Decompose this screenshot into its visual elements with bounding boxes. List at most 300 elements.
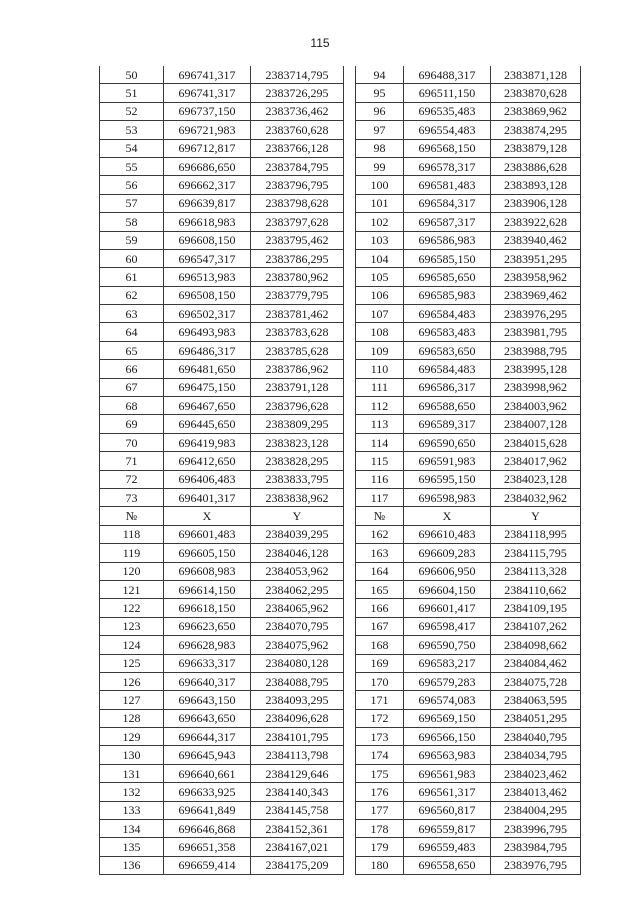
y-coordinate: 2384007,128 [491, 415, 581, 433]
column-gap [344, 764, 356, 782]
header-x: X [164, 507, 251, 525]
table-row [100, 672, 581, 690]
x-coordinate: 696563,983 [404, 746, 491, 764]
column-gap [344, 672, 356, 690]
y-coordinate: 2383785,628 [251, 341, 344, 359]
y-coordinate: 2384003,962 [491, 397, 581, 415]
point-number: 175 [356, 764, 404, 782]
y-coordinate: 2383906,128 [491, 194, 581, 212]
point-number: 65 [100, 341, 164, 359]
y-coordinate: 2384098,662 [491, 636, 581, 654]
x-coordinate: 696585,150 [404, 249, 491, 267]
x-coordinate: 696581,483 [404, 176, 491, 194]
point-number: 126 [100, 672, 164, 690]
point-number: 66 [100, 360, 164, 378]
x-coordinate: 696598,983 [404, 488, 491, 506]
y-coordinate: 2384080,128 [251, 654, 344, 672]
column-gap [344, 268, 356, 286]
x-coordinate: 696737,150 [164, 102, 251, 120]
y-coordinate: 2383736,462 [251, 102, 344, 120]
table-row [100, 102, 581, 120]
table-row [100, 617, 581, 635]
table-row [100, 231, 581, 249]
point-number: 61 [100, 268, 164, 286]
point-number: 127 [100, 691, 164, 709]
column-gap [344, 599, 356, 617]
point-number: 162 [356, 525, 404, 543]
point-number: 133 [100, 801, 164, 819]
column-gap [344, 157, 356, 175]
point-number: 60 [100, 249, 164, 267]
point-number: 166 [356, 599, 404, 617]
header-number: № [356, 507, 404, 525]
y-coordinate: 2383998,962 [491, 378, 581, 396]
y-coordinate: 2383828,295 [251, 452, 344, 470]
y-coordinate: 2384140,343 [251, 783, 344, 801]
y-coordinate: 2384051,295 [491, 709, 581, 727]
table-row [100, 213, 581, 231]
x-coordinate: 696628,983 [164, 636, 251, 654]
point-number: 131 [100, 764, 164, 782]
y-coordinate: 2384053,962 [251, 562, 344, 580]
x-coordinate: 696604,150 [404, 580, 491, 598]
point-number: 105 [356, 268, 404, 286]
x-coordinate: 696640,317 [164, 672, 251, 690]
x-coordinate: 696590,650 [404, 433, 491, 451]
y-coordinate: 2383796,795 [251, 176, 344, 194]
y-coordinate: 2383783,628 [251, 323, 344, 341]
x-coordinate: 696412,650 [164, 452, 251, 470]
table-row [100, 121, 581, 139]
column-gap [344, 820, 356, 838]
point-number: 69 [100, 415, 164, 433]
column-gap [344, 378, 356, 396]
y-coordinate: 2383976,795 [491, 856, 581, 874]
y-coordinate: 2383780,962 [251, 268, 344, 286]
x-coordinate: 696590,750 [404, 636, 491, 654]
point-number: 59 [100, 231, 164, 249]
x-coordinate: 696493,983 [164, 323, 251, 341]
x-coordinate: 696578,317 [404, 157, 491, 175]
x-coordinate: 696481,650 [164, 360, 251, 378]
table-row [100, 84, 581, 102]
table-row [100, 139, 581, 157]
x-coordinate: 696601,417 [404, 599, 491, 617]
x-coordinate: 696579,283 [404, 672, 491, 690]
point-number: 94 [356, 66, 404, 84]
y-coordinate: 2383786,962 [251, 360, 344, 378]
point-number: 51 [100, 84, 164, 102]
table-row [100, 599, 581, 617]
coordinates-table [99, 66, 581, 875]
y-coordinate: 2384113,328 [491, 562, 581, 580]
table-row [100, 746, 581, 764]
x-coordinate: 696662,317 [164, 176, 251, 194]
page-number: 115 [310, 36, 330, 50]
point-number: 101 [356, 194, 404, 212]
table-row [100, 691, 581, 709]
x-coordinate: 696643,650 [164, 709, 251, 727]
x-coordinate: 696686,650 [164, 157, 251, 175]
point-number: 121 [100, 580, 164, 598]
table-row [100, 856, 581, 874]
y-coordinate: 2383781,462 [251, 305, 344, 323]
x-coordinate: 696559,483 [404, 838, 491, 856]
y-coordinate: 2384023,462 [491, 764, 581, 782]
y-coordinate: 2384039,295 [251, 525, 344, 543]
y-coordinate: 2383879,128 [491, 139, 581, 157]
table-row [100, 323, 581, 341]
x-coordinate: 696608,983 [164, 562, 251, 580]
x-coordinate: 696486,317 [164, 341, 251, 359]
y-coordinate: 2383760,628 [251, 121, 344, 139]
point-number: 170 [356, 672, 404, 690]
point-number: 64 [100, 323, 164, 341]
x-coordinate: 696609,283 [404, 544, 491, 562]
column-gap [344, 746, 356, 764]
point-number: 109 [356, 341, 404, 359]
point-number: 98 [356, 139, 404, 157]
y-coordinate: 2383869,962 [491, 102, 581, 120]
y-coordinate: 2384023,128 [491, 470, 581, 488]
point-number: 163 [356, 544, 404, 562]
table-row [100, 636, 581, 654]
column-gap [344, 801, 356, 819]
x-coordinate: 696467,650 [164, 397, 251, 415]
column-gap [344, 231, 356, 249]
x-coordinate: 696488,317 [404, 66, 491, 84]
y-coordinate: 2384109,195 [491, 599, 581, 617]
x-coordinate: 696651,358 [164, 838, 251, 856]
column-gap [344, 323, 356, 341]
point-number: 113 [356, 415, 404, 433]
table-row [100, 820, 581, 838]
y-coordinate: 2383766,128 [251, 139, 344, 157]
x-coordinate: 696606,950 [404, 562, 491, 580]
column-gap [344, 488, 356, 506]
point-number: 50 [100, 66, 164, 84]
y-coordinate: 2383809,295 [251, 415, 344, 433]
y-coordinate: 2384115,795 [491, 544, 581, 562]
column-gap [344, 709, 356, 727]
table-row [100, 470, 581, 488]
point-number: 100 [356, 176, 404, 194]
point-number: 54 [100, 139, 164, 157]
point-number: 171 [356, 691, 404, 709]
point-number: 104 [356, 249, 404, 267]
x-coordinate: 696566,150 [404, 728, 491, 746]
x-coordinate: 696554,483 [404, 121, 491, 139]
point-number: 172 [356, 709, 404, 727]
y-coordinate: 2383886,628 [491, 157, 581, 175]
column-gap [344, 286, 356, 304]
table-row [100, 194, 581, 212]
column-gap [344, 433, 356, 451]
table-row [100, 801, 581, 819]
point-number: 124 [100, 636, 164, 654]
x-coordinate: 696561,317 [404, 783, 491, 801]
x-coordinate: 696585,650 [404, 268, 491, 286]
y-coordinate: 2383779,795 [251, 286, 344, 304]
y-coordinate: 2383874,295 [491, 121, 581, 139]
column-gap [344, 102, 356, 120]
point-number: 57 [100, 194, 164, 212]
column-gap [344, 636, 356, 654]
point-number: 135 [100, 838, 164, 856]
x-coordinate: 696583,650 [404, 341, 491, 359]
column-gap [344, 305, 356, 323]
table-row [100, 157, 581, 175]
point-number: 55 [100, 157, 164, 175]
column-gap [344, 544, 356, 562]
y-coordinate: 2383969,462 [491, 286, 581, 304]
point-number: 120 [100, 562, 164, 580]
x-coordinate: 696511,150 [404, 84, 491, 102]
point-number: 56 [100, 176, 164, 194]
point-number: 128 [100, 709, 164, 727]
y-coordinate: 2383981,795 [491, 323, 581, 341]
point-number: 95 [356, 84, 404, 102]
y-coordinate: 2384062,295 [251, 580, 344, 598]
y-coordinate: 2384101,795 [251, 728, 344, 746]
column-gap [344, 783, 356, 801]
y-coordinate: 2384032,962 [491, 488, 581, 506]
x-coordinate: 696633,925 [164, 783, 251, 801]
y-coordinate: 2383984,795 [491, 838, 581, 856]
x-coordinate: 696618,150 [164, 599, 251, 617]
column-gap [344, 838, 356, 856]
point-number: 107 [356, 305, 404, 323]
table-row [100, 764, 581, 782]
point-number: 73 [100, 488, 164, 506]
x-coordinate: 696561,983 [404, 764, 491, 782]
y-coordinate: 2383958,962 [491, 268, 581, 286]
x-coordinate: 696712,817 [164, 139, 251, 157]
y-coordinate: 2383795,462 [251, 231, 344, 249]
y-coordinate: 2383838,962 [251, 488, 344, 506]
y-coordinate: 2383786,295 [251, 249, 344, 267]
point-number: 125 [100, 654, 164, 672]
y-coordinate: 2384063,595 [491, 691, 581, 709]
y-coordinate: 2384093,295 [251, 691, 344, 709]
table-row [100, 488, 581, 506]
header-number: № [100, 507, 164, 525]
table-row [100, 305, 581, 323]
y-coordinate: 2384070,795 [251, 617, 344, 635]
point-number: 176 [356, 783, 404, 801]
point-number: 164 [356, 562, 404, 580]
x-coordinate: 696721,983 [164, 121, 251, 139]
point-number: 70 [100, 433, 164, 451]
x-coordinate: 696591,983 [404, 452, 491, 470]
y-coordinate: 2383726,295 [251, 84, 344, 102]
x-coordinate: 696401,317 [164, 488, 251, 506]
point-number: 67 [100, 378, 164, 396]
point-number: 116 [356, 470, 404, 488]
y-coordinate: 2383922,628 [491, 213, 581, 231]
y-coordinate: 2384175,209 [251, 856, 344, 874]
point-number: 110 [356, 360, 404, 378]
x-coordinate: 696584,317 [404, 194, 491, 212]
column-gap [344, 360, 356, 378]
table-row [100, 654, 581, 672]
point-number: 96 [356, 102, 404, 120]
y-coordinate: 2383996,795 [491, 820, 581, 838]
column-gap [344, 617, 356, 635]
point-number: 52 [100, 102, 164, 120]
x-coordinate: 696508,150 [164, 286, 251, 304]
table-row [100, 341, 581, 359]
x-coordinate: 696741,317 [164, 84, 251, 102]
y-coordinate: 2384040,795 [491, 728, 581, 746]
header-x: X [404, 507, 491, 525]
x-coordinate: 696610,483 [404, 525, 491, 543]
y-coordinate: 2383797,628 [251, 213, 344, 231]
point-number: 122 [100, 599, 164, 617]
column-gap [344, 691, 356, 709]
column-gap [344, 470, 356, 488]
y-coordinate: 2383823,128 [251, 433, 344, 451]
y-coordinate: 2384013,462 [491, 783, 581, 801]
x-coordinate: 696643,150 [164, 691, 251, 709]
point-number: 165 [356, 580, 404, 598]
point-number: 130 [100, 746, 164, 764]
point-number: 136 [100, 856, 164, 874]
point-number: 119 [100, 544, 164, 562]
point-number: 97 [356, 121, 404, 139]
point-number: 112 [356, 397, 404, 415]
point-number: 169 [356, 654, 404, 672]
x-coordinate: 696547,317 [164, 249, 251, 267]
table-row [100, 580, 581, 598]
point-number: 71 [100, 452, 164, 470]
point-number: 174 [356, 746, 404, 764]
point-number: 178 [356, 820, 404, 838]
x-coordinate: 696587,317 [404, 213, 491, 231]
x-coordinate: 696605,150 [164, 544, 251, 562]
x-coordinate: 696595,150 [404, 470, 491, 488]
table-row [100, 360, 581, 378]
table-row [100, 709, 581, 727]
column-gap [344, 415, 356, 433]
x-coordinate: 696569,150 [404, 709, 491, 727]
table-row [100, 378, 581, 396]
table-row [100, 562, 581, 580]
point-number: 62 [100, 286, 164, 304]
point-number: 132 [100, 783, 164, 801]
point-number: 108 [356, 323, 404, 341]
point-number: 167 [356, 617, 404, 635]
column-gap [344, 452, 356, 470]
header-y: Y [491, 507, 581, 525]
y-coordinate: 2384167,021 [251, 838, 344, 856]
x-coordinate: 696535,483 [404, 102, 491, 120]
x-coordinate: 696618,983 [164, 213, 251, 231]
y-coordinate: 2384075,962 [251, 636, 344, 654]
point-number: 111 [356, 378, 404, 396]
y-coordinate: 2384118,995 [491, 525, 581, 543]
column-gap [344, 121, 356, 139]
y-coordinate: 2384096,628 [251, 709, 344, 727]
column-gap [344, 507, 356, 525]
x-coordinate: 696741,317 [164, 66, 251, 84]
table-row [100, 783, 581, 801]
point-number: 134 [100, 820, 164, 838]
table-row [100, 433, 581, 451]
y-coordinate: 2383798,628 [251, 194, 344, 212]
y-coordinate: 2384084,462 [491, 654, 581, 672]
point-number: 173 [356, 728, 404, 746]
y-coordinate: 2383870,628 [491, 84, 581, 102]
y-coordinate: 2384075,728 [491, 672, 581, 690]
x-coordinate: 696641,849 [164, 801, 251, 819]
y-coordinate: 2384046,128 [251, 544, 344, 562]
column-gap [344, 562, 356, 580]
y-coordinate: 2383995,128 [491, 360, 581, 378]
column-gap [344, 249, 356, 267]
y-coordinate: 2384065,962 [251, 599, 344, 617]
table-row [100, 268, 581, 286]
column-gap [344, 728, 356, 746]
column-gap [344, 856, 356, 874]
x-coordinate: 696419,983 [164, 433, 251, 451]
point-number: 168 [356, 636, 404, 654]
point-number: 53 [100, 121, 164, 139]
table-row [100, 286, 581, 304]
x-coordinate: 696574,083 [404, 691, 491, 709]
column-gap [344, 176, 356, 194]
y-coordinate: 2384015,628 [491, 433, 581, 451]
x-coordinate: 696633,317 [164, 654, 251, 672]
x-coordinate: 696584,483 [404, 305, 491, 323]
y-coordinate: 2383871,128 [491, 66, 581, 84]
x-coordinate: 696558,650 [404, 856, 491, 874]
point-number: 58 [100, 213, 164, 231]
point-number: 123 [100, 617, 164, 635]
x-coordinate: 696614,150 [164, 580, 251, 598]
x-coordinate: 696559,817 [404, 820, 491, 838]
x-coordinate: 696584,483 [404, 360, 491, 378]
y-coordinate: 2384034,795 [491, 746, 581, 764]
table-row [100, 249, 581, 267]
y-coordinate: 2383893,128 [491, 176, 581, 194]
y-coordinate: 2384152,361 [251, 820, 344, 838]
x-coordinate: 696568,150 [404, 139, 491, 157]
y-coordinate: 2384129,646 [251, 764, 344, 782]
point-number: 118 [100, 525, 164, 543]
x-coordinate: 696645,943 [164, 746, 251, 764]
point-number: 117 [356, 488, 404, 506]
point-number: 179 [356, 838, 404, 856]
point-number: 129 [100, 728, 164, 746]
column-gap [344, 194, 356, 212]
point-number: 103 [356, 231, 404, 249]
header-y: Y [251, 507, 344, 525]
y-coordinate: 2384145,758 [251, 801, 344, 819]
table-row [100, 415, 581, 433]
x-coordinate: 696598,417 [404, 617, 491, 635]
table-row [100, 397, 581, 415]
x-coordinate: 696589,317 [404, 415, 491, 433]
table-row [100, 838, 581, 856]
y-coordinate: 2383988,795 [491, 341, 581, 359]
x-coordinate: 696585,983 [404, 286, 491, 304]
point-number: 63 [100, 305, 164, 323]
column-gap [344, 84, 356, 102]
y-coordinate: 2384088,795 [251, 672, 344, 690]
x-coordinate: 696601,483 [164, 525, 251, 543]
y-coordinate: 2384110,662 [491, 580, 581, 598]
